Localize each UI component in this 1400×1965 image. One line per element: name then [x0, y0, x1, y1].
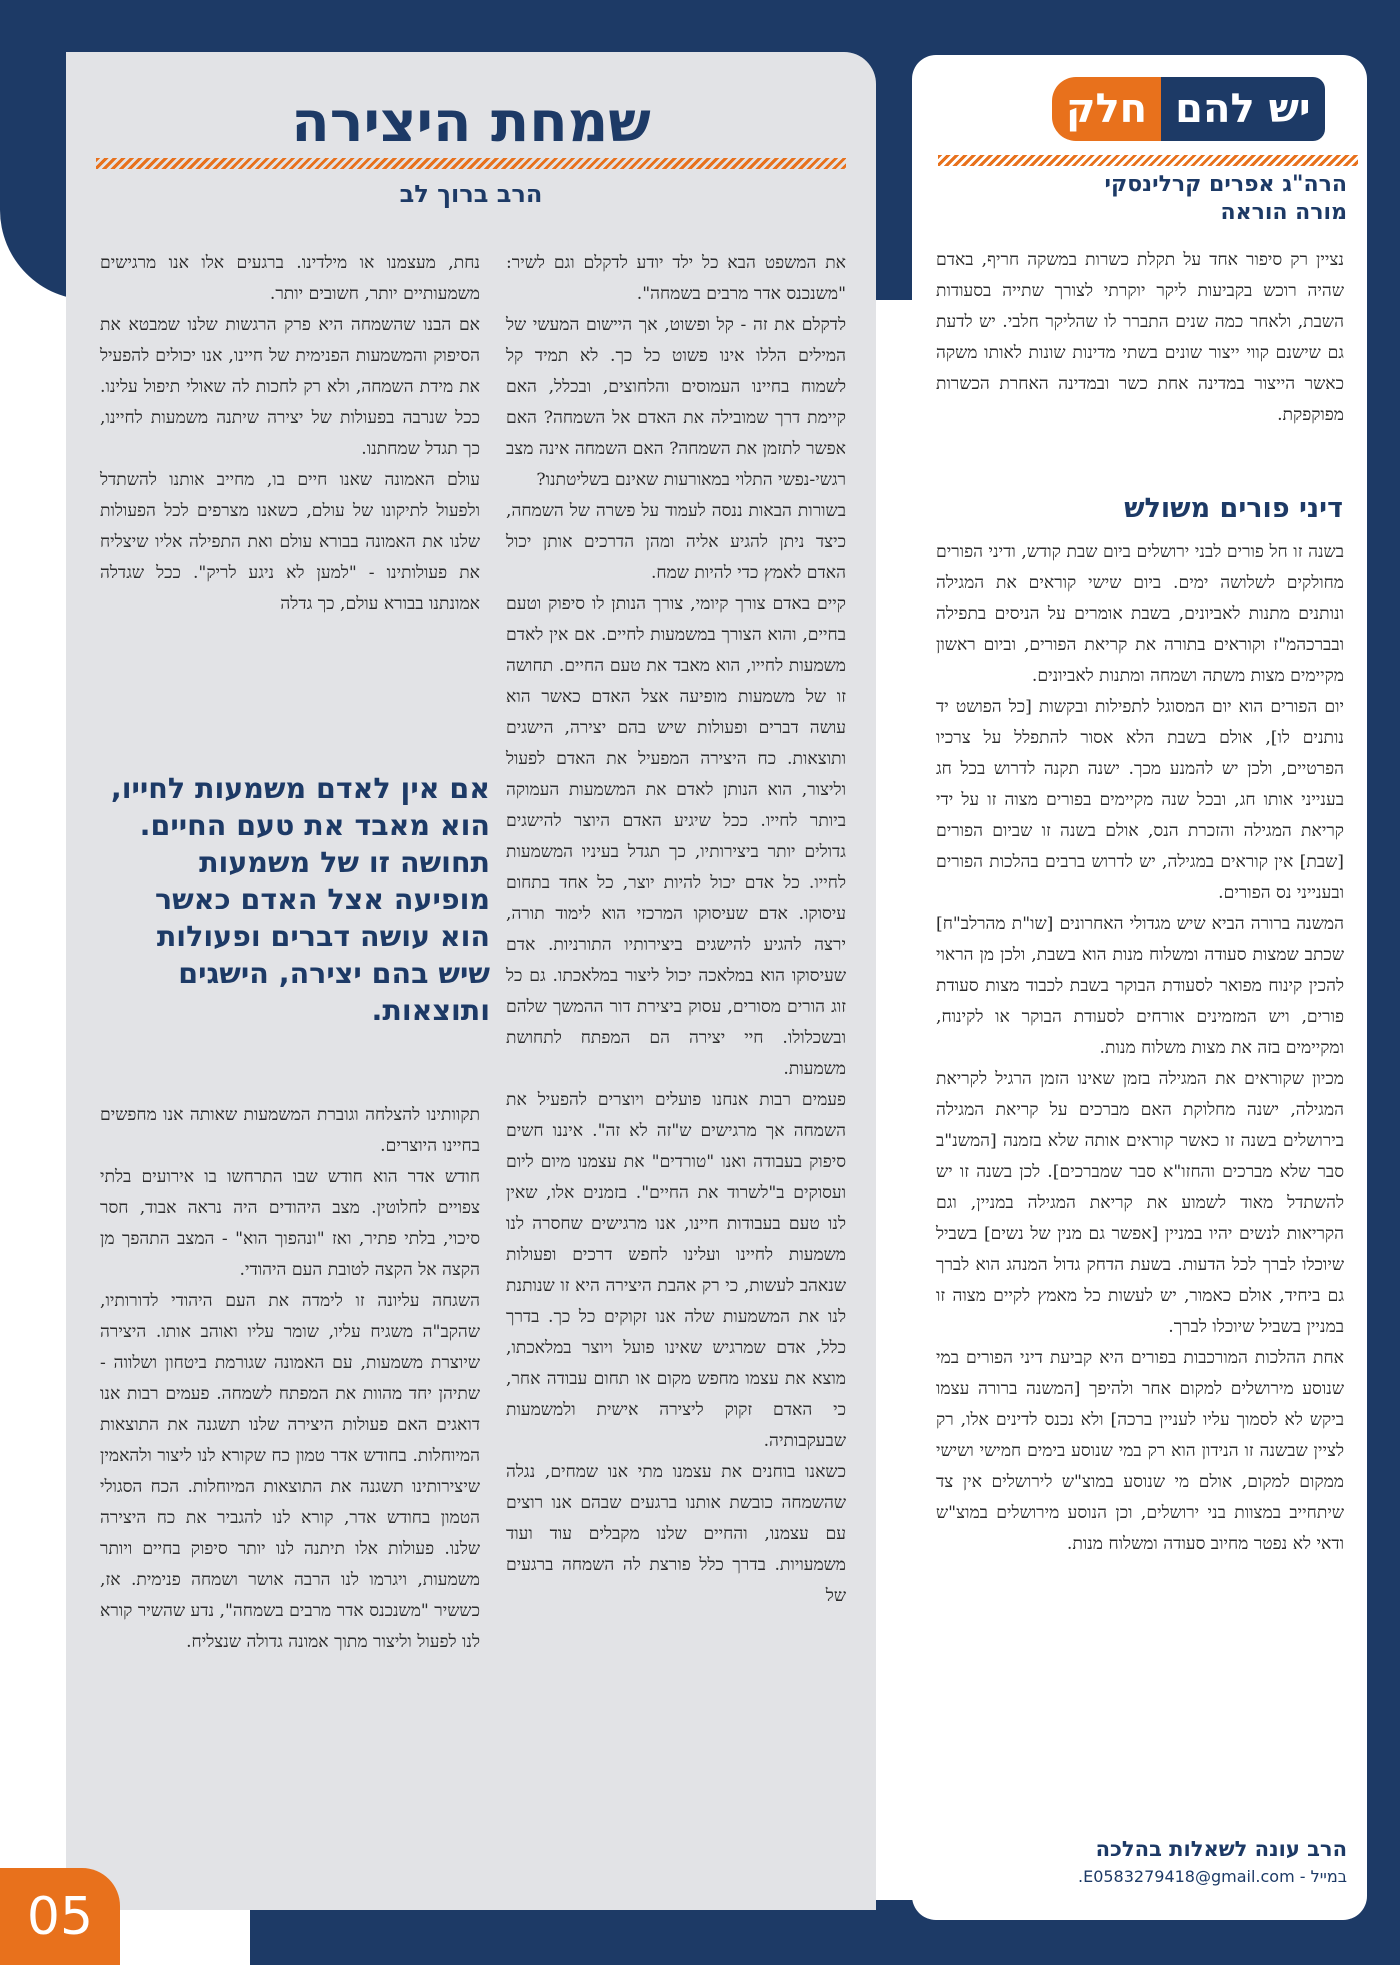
- paragraph: אחת ההלכות המורכבות בפורים היא קביעת דיני הפורים במי שנוסע מירושלים למקום אחר ולהיפך [המשנה ברורה עצמו ביקש לא לסמוך עליו לעניין ברכה] ולא נכנס לדינים אלו, רק לציין שבשנה זו הנידון הוא רק במי שנוסע בימים חמישי ושישי ממקום למקום, אולם מי שנוסע במוצ"ש לירושלים אין צד שיתחייב במצוות בני ירושלים, וכן הנוסע מירושלים במוצ"ש ודאי לא נפטר מחיוב סעודה ומשלוח מנות.: [936, 1348, 1344, 1554]
- paragraph: תקוותינו להצלחה וגוברת המשמעות שאותה אנו מחפשים בחיינו היוצרים.: [100, 1105, 480, 1156]
- pull-quote: אם אין לאדם משמעות לחייו, הוא מאבד את טעם החיים. תחושה זו של משמעות מופיעה אצל האדם כאשר הוא עושה דברים ופעולות שיש בהם יצירה, הישגים ותוצאות.: [110, 772, 490, 1027]
- paragraph: קיים באדם צורך קיומי, צורך הנותן לו סיפוק וטעם בחיים, והוא הצורך במשמעות לחיים. אם אין לאדם משמעות לחייו, הוא מאבד את טעם החיים. תחושה זו של משמעות מופיעה אצל האדם כאשר הוא עושה דברים ופעולות שיש בהם יצירה, הישגים ותוצאות. כח היצירה המפעיל את האדם לפעול וליצור, הוא הנותן לאדם את המשמעות העמוקה ביותר לחייו. ככל שיגיע האדם היוצר להישגים גדולים יותר ביצירותיו, כך תגדל בעיניו המשמעות לחייו. כל אדם יכול להיות יוצר, כל אחד בתחום עיסוקו. אדם שעיסוקו המרכזי הוא לימוד תורה, ירצה להגיע להישגים ביצירותיו התורניות. אדם שעיסוקו הוא במלאכה יכול ליצור במלאכתו. גם כל זוג הורים מסורים, עסוק ביצירת דור ההמשך שלהם ובשכלולו. חיי יצירה הם המפתח לתחושת משמעות.: [506, 594, 846, 1079]
- paragraph: את המשפט הבא כל ילד יודע לדקלם וגם לשיר: "משנכנס אדר מרבים בשמחה".: [506, 253, 846, 304]
- paragraph: פעמים רבות אנחנו פועלים ויוצרים להפעיל את השמחה אך מרגישים ש"זה לא זה". איננו חשים סיפוק בעבודה ואנו "טורדים" את עצמנו מיום ליום ועסוקים ב"לשרוד את החיים". בזמנים אלו, שאין לנו טעם בעבודות חיינו, אנו מרגישים שחסרה לנו משמעות לחיינו ועלינו לחפש דרכים ופעולות שנאהב לעשות, כי רק אהבת היצירה היא זו שנותנת לנו את המשמעות שלה אנו זקוקים כל כך. בדרך כלל, אדם שמרגיש שאינו פועל ויוצר במלאכתו, מוצא את עצמו מחפש מקום או תחום עבודה אחר, כי האדם זקוק ליצירה אישית ולמשמעות שבעקבותיה.: [506, 1090, 846, 1451]
- column-logo: [1052, 77, 1325, 141]
- author-role: מורה הוראה: [1220, 200, 1347, 225]
- footer-email: במייל - E0583279418@gmail.com.: [1077, 1867, 1347, 1886]
- sidebar-heading: דיני פורים משולש: [1124, 493, 1343, 524]
- article-title: שמחת היצירה: [291, 90, 651, 155]
- sidebar-halacha: [912, 55, 1367, 1920]
- sidebar-footer: [937, 1837, 1347, 1886]
- page-number-badge: 05: [0, 1868, 120, 1965]
- sidebar-intro: [936, 245, 1344, 431]
- paragraph: חודש אדר הוא חודש שבו התרחשו בו אירועים בלתי צפויים לחלוטין. מצב היהודים היה נראה אבוד, חסר סיכוי, בלתי פתיר, ואז "ונהפוך הוא" - המצב התהפך מן הקצה אל הקצה לטובת העם היהודי.: [100, 1167, 480, 1280]
- logo-underline-stripe: [938, 155, 1358, 166]
- title-underline-stripe: [96, 158, 846, 169]
- author-name: הרה"ג אפרים קרלינסקי: [1104, 172, 1347, 197]
- paragraph: לדקלם את זה - קל ופשוט, אך היישום המעשי של המילים הללו אינו פשוט כל כך. לא תמיד קל לשמוח בחיינו העמוסים והלחוצים, ובכלל, האם קיימת דרך שמובילה את האדם אל השמחה? האם אפשר לתזמן את השמחה? האם השמחה אינה מצב רגשי-נפשי התלוי במאורעות שאינם בשליטתנו?: [506, 315, 846, 490]
- sidebar-body: [936, 537, 1344, 1560]
- paragraph: השגחה עליונה זו לימדה את העם היהודי לדורותיו, שהקב"ה משגיח עליו, שומר עליו ואוהב אותו. היצירה שיוצרת משמעות, עם האמונה שגורמת ביטחון ושלווה - שתיהן יחד מהוות את המפתח לשמחה. פעמים רבות אנו דואגים האם פעולות היצירה שלנו תשגנה את התוצאות המיוחלות. בחודש אדר טמון כח שקורא לנו ליצור ולהאמין שיצירותינו תשגנה את התוצאות המיוחלות. הכח הסגולי הטמון בחודש אדר, קורא לנו להגביר את כח היצירה שלנו. פעולות אלו תיתנה לנו יותר סיפוק בחיים ויותר משמעות, ויגרמו לנו הרבה אושר ושמחה פנימית. אז, כששיר "משנכנס אדר מרבים בשמחה", נדע שהשיר קורא לנו לפעול וליצור מתוך אמונה גדולה שנצליח.: [100, 1291, 480, 1652]
- article-column-left-bottom: [100, 1100, 480, 1658]
- article-column-left-top: [100, 248, 480, 620]
- paragraph: אם הבנו שהשמחה היא פרק הרגשות שלנו שמבטא את הסיפוק והמשמעות הפנימית של חיינו, אנו יכולים להפעיל את מידת השמחה, ולא רק לחכות לה שאולי תיפול עלינו. ככל שנרבה בפעולות של יצירה שיתנה משמעות לחיינו, כך תגדל שמחתנו.: [100, 315, 480, 459]
- paragraph: כשאנו בוחנים את עצמנו מתי אנו שמחים, נגלה שהשמחה כובשת אותנו ברגעים שבהם אנו רוצים עם עצמנו, והחיים שלנו מקבלים עוד ועוד משמעויות. בדרך כלל פורצת לה השמחה ברגעים של: [506, 1462, 846, 1606]
- paragraph: עולם האמונה שאנו חיים בו, מחייב אותנו להשתדל ולפעול לתיקונו של עולם, כשאנו מצרפים לכל הפעולות שלנו את האמונה בבורא עולם ואת התפילה אליו שיצליח את פעולותינו - "למען לא ניגע לריק". ככל שגדלה אמונתנו בבורא עולם, כך גדלה: [100, 470, 480, 614]
- paragraph: נציין רק סיפור אחד על תקלת כשרות במשקה חריף, באדם שהיה רוכש בקביעות ליקר יוקרתי לצורך שתייה בסעודות השבת, ולאחר כמה שנים התברר לו שהליקר חלבי. יש לדעת גם שישנם קווי ייצור שונים בשתי מדינות שונות לאותו משקה כאשר הייצור במדינה אחת כשר ובמדינה האחרת הכשרות מפוקפקת.: [936, 250, 1344, 425]
- paragraph: מכיון שקוראים את המגילה בזמן שאינו הזמן הרגיל לקריאת המגילה, ישנה מחלוקת האם מברכים על קריאת המגילה בירושלים בשנה זו כאשר קוראים אותה שלא בזמנה [המשנ"ב סבר שלא מברכים והחזו"א סבר שמברכים]. לכן בשנה זו יש להשתדל מאוד לשמוע את קריאת המגילה במניין, וגם הקריאות לנשים יהיו במניין [אפשר גם מנין של נשים] בשביל שיוכלו לברך לכל הדעות. בשעת הדחק גדול המנהג הוא לברך גם ביחיד, אולם כאמור, יש לעשות כל מאמץ לקיים מצוה זו במניין בשביל שיוכלו לברך.: [936, 1069, 1344, 1337]
- paragraph: נחת, מעצמנו או מילדינו. ברגעים אלו אנו מרגישים משמעותיים יותר, חשובים יותר.: [100, 253, 480, 304]
- paragraph: המשנה ברורה הביא שיש מגדולי האחרונים [שו"ת מהרלב"ח] שכתב שמצות סעודה ומשלוח מנות הוא בשבת, ולכן מן הראוי להכין קינוח מפואר לסעודת הבוקר בשבת לכבוד מצות סעודת פורים, ויש המזמינים אורחים לסעודת הבוקר או לקינוח, ומקיימים בזה את מצות משלוח מנות.: [936, 914, 1344, 1058]
- footer-title: הרב עונה לשאלות בהלכה: [1095, 1837, 1347, 1861]
- logo-part-yesh-lahem: יש להם: [1161, 77, 1325, 141]
- main-article: [66, 52, 876, 1910]
- sidebar-author: [947, 171, 1347, 227]
- article-author: הרב ברוך לב: [399, 180, 543, 208]
- logo-part-chelek: חלק: [1052, 77, 1161, 141]
- paragraph: בשורות הבאות ננסה לעמוד על פשרה של השמחה, כיצד ניתן להגיע אליה ומהן הדרכים אותן יכול האדם לאמץ כדי להיות שמח.: [506, 501, 846, 583]
- article-column-right: [506, 248, 846, 1612]
- paragraph: יום הפורים הוא יום המסוגל לתפילות ובקשות [כל הפושט יד נותנים לו], אולם בשבת הלא אסור להתפלל על צרכיו הפרטיים, ולכן יש להמנע מכך. ישנה תקנה לדרוש בכל חג בענייני אותו חג, ובכל שנה מקיימים בפורים מצוה זו על ידי קריאת המגילה והזכרת הנס, אולם בשנה זו שביום הפורים [שבת] אין קוראים במגילה, יש לדרוש ברבים בהלכות הפורים ובענייני נס הפורים.: [936, 697, 1344, 903]
- paragraph: בשנה זו חל פורים לבני ירושלים ביום שבת קודש, ודיני הפורים מחולקים לשלושה ימים. ביום שישי קוראים את המגילה ונותנים מתנות לאביונים, בשבת אומרים על הניסים בתפילה ובברכהמ"ז וקוראים בתורה את קריאת הפורים, וביום ראשון מקיימים מצות משתה ושמחה ומתנות לאביונים.: [936, 542, 1344, 686]
